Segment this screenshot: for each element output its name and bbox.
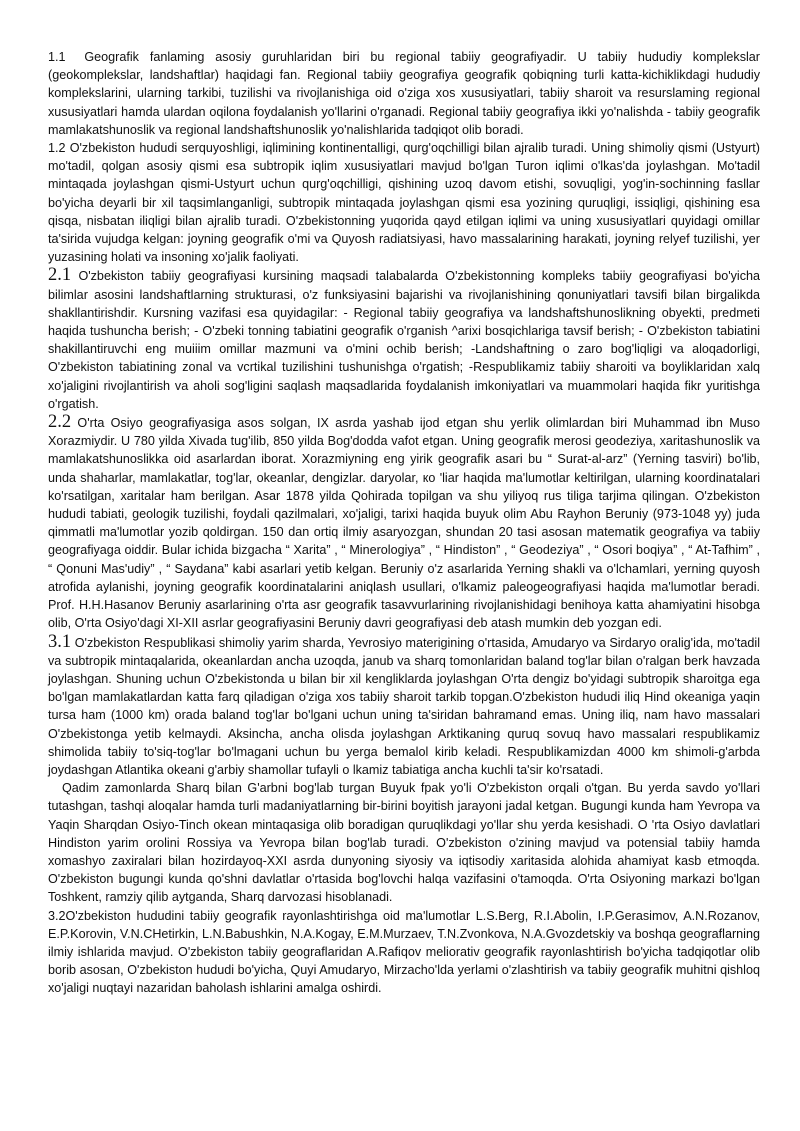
- paragraph-text: 3.2O'zbekiston hududini tabiiy geografik rayonlashtirishga oid ma'lumotlar L.S.Berg, R.I.Abolin, I.P.Gerasimov, A.N.Rozanov, E.P.Korovin, V.N.CHetirkin, L.N.Babushkin, N.A.Kogay, E.M.Murzaev, T.N.Zvonkova, N.A.Gvozdetskiy va boshqa geograflarning ilmiy ishlarida mavjud. O'zbekiston tabiiy geograflaridan A.Rafiqov meliorativ geografik rayonlashtirish bo'yicha tadqiqotlar olib borib asosan, O'zbekiston hududi bo'yicha, Quyi Amudaryo, Mirzacho'lda yerlami o'zlashtirish va tabiiy geografik muhitni qishloq xo'jaligi nuqtayi nazaridan baholash ishlarini amalga oshirdi.: [48, 908, 760, 996]
- section-number: 1.1: [48, 50, 66, 64]
- paragraph-3-2: [48, 907, 760, 998]
- paragraph-text: O'zbekiston tabiiy geografiyasi kursining maqsadi talabalarda O'zbekistonning kompleks tabiiy geografiyasi bo'yicha bilimlar asosini landshaftlarning strukturasi, o'z funksiyasini bajarishi va rivojlanishining qonuniyatlari tavsifi bilan birgalikda shakllantirishdir. Kursning vazifasi esa quyidagilar: - Regional tabiiy geografiya va landshaftshunoslikning obyekti, predmeti haqida tushuncha berish; - O'zbeki tonning tabiatini geografik o'rganish ^arixi bosqichlariga tavsif berish; - O'zbekiston tabiatini shakillantiruvchi eng muiiim omillar mazmuni va o'mini ochib berish; -Landshaftning o zaro bog'liqligi va aloqadorligi, O'zbekiston tabiatining zonal va vcrtikal tuzilishini tushunishga o'rgatish; -Respublikamiz tabiiy sharoiti va boyliklaridan xalq xo'jaligini rivojlantirish va aholi sog'ligini saqlash maqsadlarida foydalanish imkoniyatlari va muammolari haqida fikr yuritishga o'rgatish.: [48, 269, 761, 411]
- section-number: 1.2: [48, 141, 66, 156]
- paragraph-silk-road: [48, 779, 760, 906]
- paragraph-text: O'rta Osiyo geografiyasiga asos solgan, IX asrda yashab ijod etgan shu yerlik olimlardan biri Muhammad ibn Muso Xorazmiydir. U 780 yilda Xivada tug'ilib, 850 yilda Bog'dodda vafot etgan. Uning geografik merosi geodeziya, xaritashunoslik va mamlakatshunoslikka oid asarlardan iborat. Xorazmiyning eng yirik geografik asari bu “ Surat-al-arz” (Yerning tasviri) bo'lib, unda shaharlar, mamlakatlar, tog'lar, okeanlar, dengizlar. daryolar, ко 'liar haqida ma'lumotlar keltirilgan, ularning koordinatalari ko'rsatilgan, xaritalar ham berilgan. Asar 1878 yilda Qohirada topilgan va shu yiliyoq rus tiliga tarjima qilingan. O'zbekiston hududi tabiati, geologik tuzilishi, foydali qazilmalari, xo'jaligi, tarixi haqida buyuk olim Abu Rayhon Beruniy (973-1048 yy) juda qimmatli ma'lumotlar yozib qoldirgan. 150 dan ortiq ilmiy asaryozgan, shundan 20 tasi asosan matematik geografiya va tabiiy geografiyaga oiddir. Bular ichida bizgacha “ Xarita” , “ Minerologiya” , “ Hindiston” , “ Geodeziya” , “ Osori boqiya” , “ At-Tafhim” , “ Qonuni Mas'udiy” , “ Saydana” kabi asarlari yetib kelgan. Beruniy o'z asarlarida Yerning shakli va o'lchamlari, yerning quyosh atrofida aylanishi, joyning geografik koordinatalarini aniqlash usullari, o'lkamiz paleogeografiyasi haqida ma'lumotlar beradi. Prof. H.H.Hasanov Beruniy asarlarining o'rta asr geografik tasavvurlarining rivojlanishidagi benihoya katta ahamiyatini hisobga olib, O'rta Osiyo'dagi XI-XII asrlar geografiyasini Beruniy davri geografiyasi deb atash mumkin deb yozgan edi.: [48, 416, 761, 631]
- section-number: 2.2: [48, 412, 72, 433]
- paragraph-2-2: [48, 413, 760, 632]
- paragraph-2-1: [48, 266, 760, 413]
- section-number: 2.1: [48, 265, 72, 286]
- paragraph-text: O'zbekiston hududi serquyoshligi, iqlimining kontinentalligi, qurg'oqchilligi bilan ajralib turadi. Uning shimoliy qismi (Ustyurt) mo'tadil, qolgan asosiy qismi esa subtropik iqlim xususiyatlari mavjud bo'lgan Turon iqlimi o'lkas'da joylashgan. Mo'tadil mintaqada joylashgan qismi-Ustyurt uchun qurg'oqchilligi, qishining uzoq davom etishi, sovuqligi, yog'in-sochinning fasllar bo'yicha deyarli bir xil taqsimlanganligi, subtropik mintaqada joylashgan qismi esa yozining quruqligi, issiqligi, qishining esa qisqa, nisbatan iliqligi bilan ajralib turadi. O'zbekistonning yuqorida qayd etilgan iqlimi va uning xususiyatlari quyidagi omillar ta'sirida vujudga kelgan: joyning geografik o'mi va Quyosh radiatsiyasi, havo massalarining harakati, joyning relyef tuzilishi, yer yuzasining holati va insoning xo'jalik faoliyati.: [48, 141, 760, 265]
- paragraph-3-1: [48, 633, 760, 780]
- paragraph-text: Geografik fanlaming asosiy guruhlaridan biri bu regional tabiiy geografiyadir. U tabiiy hududiy komplekslar (geokomplekslar, landshaftlar) haqidagi fan. Regional tabiiy geografiya geografik qobiqning turli katta-kichiklikdagi hududiy komplekslarini, ularning tarkibi, tuzilishi va rivojlanishiga oid o'ziga xos xususiyatlari, tabiiy sharoit va resurslaming regional xususiyatlari hamda ulardan oqilona foydalanish yo'llarini o'rganadi. Regional tabiiy geografiya ikki yo'nalishda - tabiiy geografik mamlakatshunoslik va regional landshaftshunoslik yo'nalishlarida tadqiqot olib boradi.: [48, 50, 760, 137]
- paragraph-1-1: [48, 48, 760, 139]
- paragraph-text: Qadim zamonlarda Sharq bilan G'arbni bog'lab turgan Buyuk fpak yo'li O'zbekiston orqali o'tgan. Bu yerda savdo yo'llari tutashgan, tashqi aloqalar hamda turli madaniyatlarning bir-birini boyitish jarayoni jadal ketgan. Bugungi kunda ham Yevropa va Yaqin Sharqdan Osiyo-Tinch okean mintaqasiga olib boradigan quruqlikdagi yo'llar shu yerda kesishadi. O 'rta Osiyo davlatlari Hindiston yarim orolini Rossiya va Yevropa bilan bog'lab turadi. O'zbekiston o'zining mavjud va potensial tabiiy hamda xomashyo zaxiralari bilan hozirdayoq-XXI asrda dunyoning siyosiy va iqtisodiy xaritasida alohida ahamiyat kasb etmoqda. O'zbekiston bugungi kunda qo'shni davlatlar o'rtasida bog'lovchi halqa vazifasini o'tamoqda. O'rta Osiyoning markazi bo'lgan Toshkent, ramziy qilib aytganda, Sharq darvozasi hisoblanadi.: [48, 781, 760, 905]
- section-number: 3.1: [48, 631, 72, 652]
- paragraph-text: O'zbekiston Respublikasi shimoliy yarim sharda, Yevrosiyo materigining o'rtasida, Amudaryo va Sirdaryo oralig'ida, mo'tadil va subtropik mintaqalarida, okeanlardan ancha uzoqda, janub va sharq tomonlaridan baland tog'lar bilan o'ralgan berk havzada joylashgan. Shuning uchun O'zbekistonda u bilan bir xil kengliklarda joylashgan O'rta dengiz bo'yidagi subtropik sharoitga ega bo'lgan mamlakatlardan katta farq qiladigan o'ziga xos tabiiy sharoit tarkib topgan.O'zbekiston hududi iliq Hind okeaniga yaqin tursa ham (1000 km) orada baland tog'lar bo'lgani uchun uning ta'siridan bahramand emas. Uning iliq, nam havo massalari O'zbekistonga yetib kelmaydi. Aksincha, ancha olisda joylashgan Arktikaning quruq sovuq havo massalari respublikamiz shimolida tabiiy to'siq-tog'lar bo'lmagani uchun bu yerga bemalol kirib keladi. Respublikamizdan 4000 km shimoli-g'arbda joydashgan Atlantika okeani g'arbiy shamollar tufayli o lkamiz tabiatiga ancha kuchli ta'sir ko'rsatadi.: [48, 635, 761, 777]
- paragraph-1-2: [48, 139, 760, 266]
